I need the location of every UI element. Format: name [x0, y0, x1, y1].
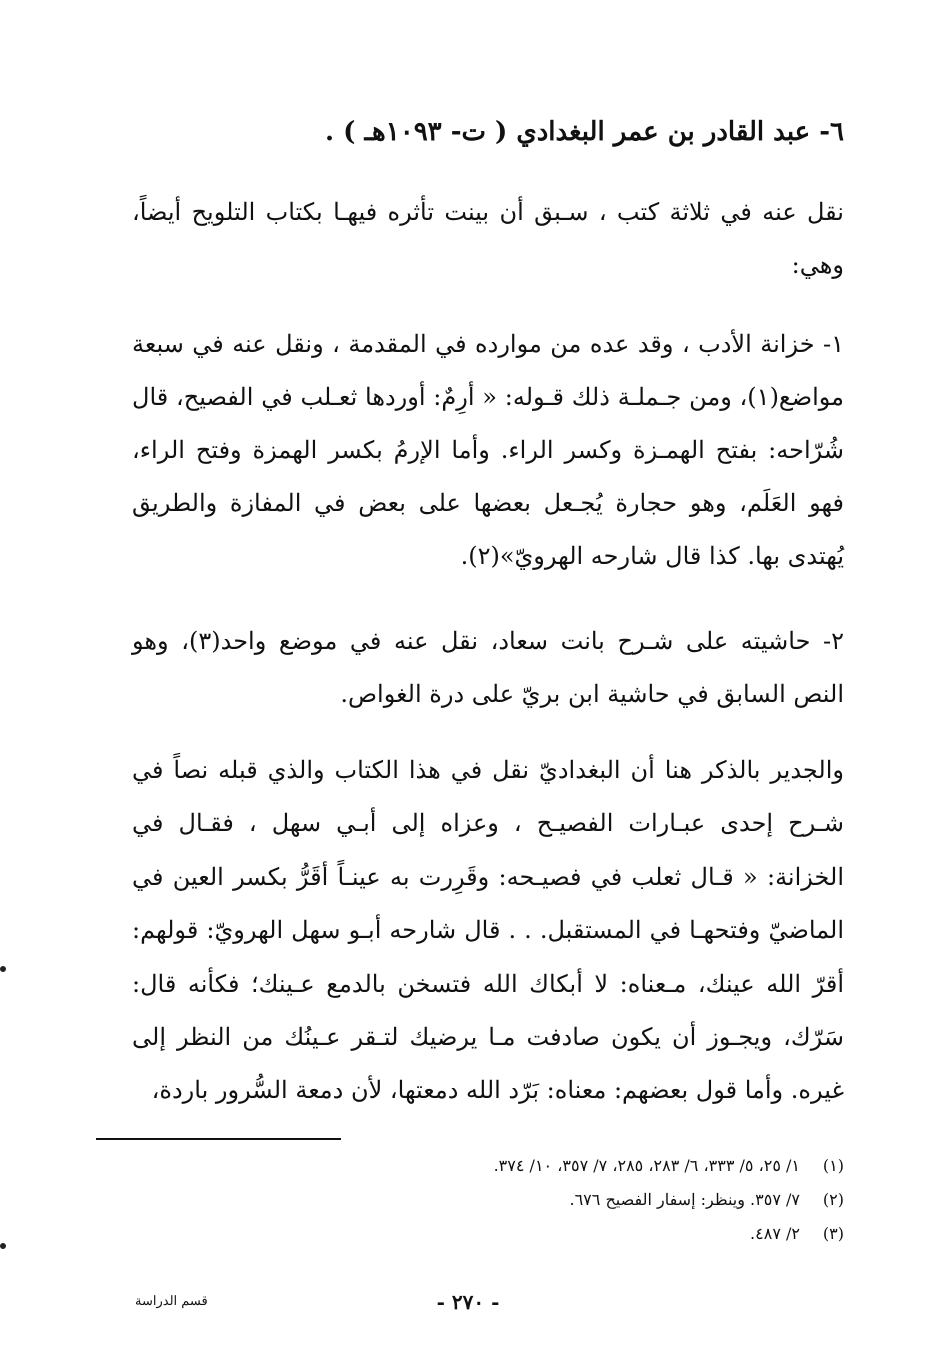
footnote-text: ١/ ٢٥، ٥/ ٣٣٣، ٦/ ٢٨٣، ٢٨٥، ٧/ ٣٥٧، ١٠/ ٣٧٤.: [493, 1156, 800, 1175]
footnote-number: (٢): [822, 1190, 844, 1209]
paragraph-hashiya-banat-suad: ٢- حاشيته على شـرح بانت سعاد، نقل عنه في موضع واحد(٣)، وهو النص السابق في حاشية ابن بريّ على درة الغواص.: [132, 627, 845, 708]
footnote-text: ٧/ ٣٥٧. وينظر: إسفار الفصيح ٦٧٦.: [569, 1190, 800, 1209]
footnote-3: [124, 1222, 844, 1256]
footnote-text: ٢/ ٤٨٧.: [750, 1224, 800, 1243]
footnote-2: [124, 1188, 844, 1222]
footnote-number: (٣): [822, 1224, 844, 1243]
page-footer: [0, 1290, 936, 1320]
paragraph-intro: نقل عنه في ثلاثة كتب ، سـبق أن بينت تأثره فيهـا بكتاب التلويح أيضاً، وهي:: [132, 198, 844, 279]
footnote-1: [124, 1154, 844, 1188]
paragraph-khizanat-al-adab: ١- خزانة الأدب ، وقد عده من موارده في المقدمة ، ونقل عنه في سبعة مواضع(١)، ومن جـملـة ذلك قـوله: « أرِمٌ: أوردها ثعـلب في الفصيح، قال شُرّاحه: بفتح الهمـزة وكسر الراء. وأما الإرمُ بكسر الهمزة وفتح الراء، فهو العَلَم، وهو حجارة يُجـعل بعضها على بعض في المفازة والطريق يُهتدى بها. كذا قال شارحه الهرويّ»(٢).: [132, 330, 845, 570]
section-name: قسم الدراسة: [135, 1294, 208, 1309]
page-number: - ٢٧٠ -: [436, 1290, 500, 1314]
scan-edge-mark: [0, 966, 6, 972]
paragraph-noteworthy: والجدير بالذكر هنا أن البغداديّ نقل في هذا الكتاب والذي قبله نصاً في شـرح إحدى عبـارات الفصيـح ، وعزاه إلى أبـي سهل ، فقـال في الخزانة: « قـال ثعلب في فصيـحه: وقَرِرت به عينـاً أقَرُّ بكسر العين في الماضيّ وفتحهـا في المستقبل. . . قال شارحه أبـو سهل الهرويّ: قولهم: أقرّ الله عينك، مـعناه: لا أبكاك الله فتسخن بالدمع عـينك؛ فكأنه قال: سَرّك، ويجـوز أن يكون صادفت مـا يرضيك لتـقر عـينُك من النظر إلى غيره. وأما قول بعضهم: معناه: بَرّد الله دمعتها، لأن دمعة السُّرور باردة،: [132, 756, 845, 1105]
section-heading: ٦- عبد القادر بن عمر البغدادي ( ت- ١٠٩٣هـ ) .: [324, 117, 844, 147]
footnote-number: (١): [822, 1156, 844, 1175]
footnote-separator: [96, 1138, 341, 1140]
footnotes: [124, 1154, 844, 1256]
scan-edge-mark: [0, 1243, 6, 1249]
